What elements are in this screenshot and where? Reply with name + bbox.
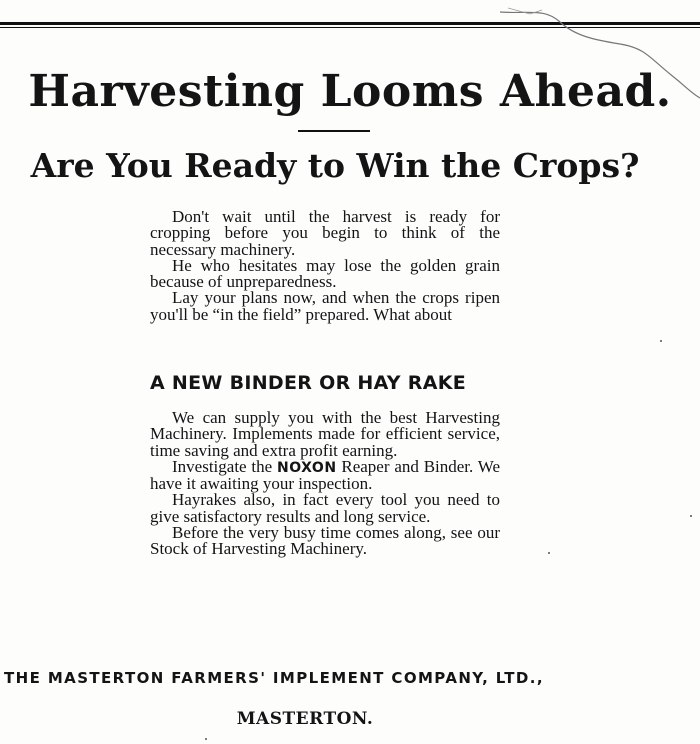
print-speck: [660, 340, 662, 342]
intro-paragraph: Lay your plans now, and when the crops ripen you'll be “in the field” prepared. What about: [150, 288, 500, 324]
offer-text: [150, 410, 500, 558]
section-heading: A NEW BINDER OR HAY RAKE: [150, 372, 467, 394]
print-speck: [690, 515, 692, 517]
print-speck: [205, 738, 207, 740]
brand-name: NOXON: [277, 459, 337, 476]
subheadline: Are You Ready to Win the Crops?: [30, 146, 640, 185]
divider: [298, 130, 370, 132]
offer-paragraph: [150, 456, 501, 494]
offer-paragraph: We can supply you with the best Harvesting Machinery. Implements made for efficient service, time saving and extra profit earning.: [150, 408, 500, 460]
offer-paragraph: Hayrakes also, in fact every tool you need to give satisfactory results and long service.: [150, 490, 500, 526]
investigate-after: Reaper and Binder. We have it awaiting your inspection.: [150, 456, 501, 494]
offer-paragraph: Before the very busy time comes along, see our Stock of Harvesting Machinery.: [150, 523, 500, 559]
investigate-before: Investigate the: [172, 456, 273, 476]
headline: Harvesting Looms Ahead.: [28, 66, 672, 117]
print-speck: [548, 552, 550, 554]
intro-paragraph: Don't wait until the harvest is ready for cropping before you begin to think of the necessary machinery.: [150, 207, 500, 259]
intro-text: [150, 209, 500, 323]
intro-paragraph: He who hesitates may lose the golden grain because of unpreparedness.: [150, 255, 500, 292]
company-name: THE MASTERTON FARMERS' IMPLEMENT COMPANY, LTD.,: [4, 669, 544, 687]
town-name: MASTERTON.: [236, 709, 374, 729]
